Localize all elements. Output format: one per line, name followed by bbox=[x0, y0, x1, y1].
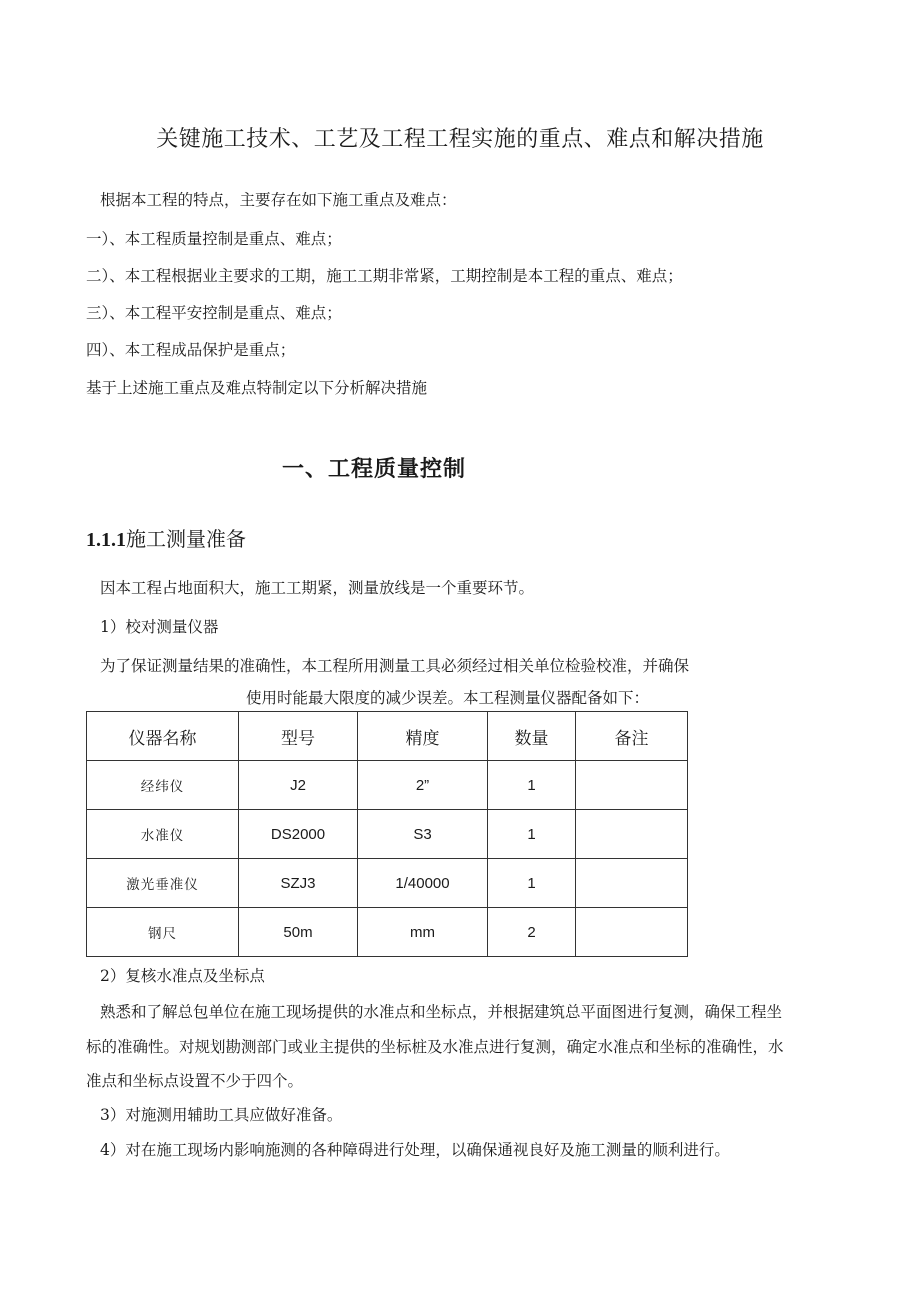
header-quantity: 数量 bbox=[488, 712, 576, 761]
cell-remarks bbox=[576, 908, 688, 957]
header-remarks: 备注 bbox=[576, 712, 688, 761]
cell-remarks bbox=[576, 859, 688, 908]
table-row bbox=[87, 761, 688, 810]
cell-instrument-name: 水准仪 bbox=[87, 810, 239, 859]
cell-model: SZJ3 bbox=[239, 859, 358, 908]
key-point-2: 二）、本工程根据业主要求的工期，施工工期非常紧，工期控制是本工程的重点、难点； bbox=[86, 267, 683, 285]
calibration-paragraph-line2: 使用时能最大限度的减少误差。本工程测量仪器配备如下： bbox=[246, 689, 650, 707]
summary-paragraph: 基于上述施工重点及难点特制定以下分析解决措施 bbox=[86, 379, 428, 397]
cell-precision: mm bbox=[358, 908, 488, 957]
subsection-heading bbox=[86, 523, 246, 552]
table-row bbox=[87, 859, 688, 908]
key-point-3: 三）、本工程平安控制是重点、难点； bbox=[86, 304, 342, 322]
cell-model: 50m bbox=[239, 908, 358, 957]
instrument-table bbox=[86, 711, 688, 957]
cell-quantity: 1 bbox=[488, 761, 576, 810]
cell-instrument-name: 经纬仪 bbox=[87, 761, 239, 810]
cell-quantity: 1 bbox=[488, 859, 576, 908]
table-header-row bbox=[87, 712, 688, 761]
cell-precision: 2” bbox=[358, 761, 488, 810]
benchmark-paragraph-line3: 准点和坐标点设置不少于四个。 bbox=[86, 1072, 304, 1090]
cell-remarks bbox=[576, 810, 688, 859]
cell-quantity: 1 bbox=[488, 810, 576, 859]
section-heading: 一、工程质量控制 bbox=[282, 457, 467, 482]
survey-intro-paragraph: 因本工程占地面积大，施工工期紧，测量放线是一个重要环节。 bbox=[100, 579, 535, 597]
cell-model: J2 bbox=[239, 761, 358, 810]
cell-remarks bbox=[576, 761, 688, 810]
cell-instrument-name: 激光垂准仪 bbox=[87, 859, 239, 908]
key-point-1: 一）、本工程质量控制是重点、难点； bbox=[86, 230, 342, 248]
header-instrument-name: 仪器名称 bbox=[87, 712, 239, 761]
cell-precision: 1/40000 bbox=[358, 859, 488, 908]
header-model: 型号 bbox=[239, 712, 358, 761]
intro-paragraph: 根据本工程的特点，主要存在如下施工重点及难点： bbox=[100, 191, 457, 209]
benchmark-paragraph-line1: 熟悉和了解总包单位在施工现场提供的水准点和坐标点，并根据建筑总平面图进行复测，确保工程坐 bbox=[100, 1003, 783, 1021]
cell-quantity: 2 bbox=[488, 908, 576, 957]
subsection-number: 1.1.1 bbox=[86, 529, 126, 551]
header-precision: 精度 bbox=[358, 712, 488, 761]
key-point-4: 四）、本工程成品保护是重点； bbox=[86, 341, 296, 359]
list-item-2: 2）复核水准点及坐标点 bbox=[100, 967, 265, 985]
benchmark-paragraph-line2: 标的准确性。对规划勘测部门或业主提供的坐标桩及水准点进行复测，确定水准点和坐标的准确性，水 bbox=[86, 1038, 784, 1056]
list-item-1: 1）校对测量仪器 bbox=[100, 618, 219, 636]
table-row bbox=[87, 908, 688, 957]
table-row bbox=[87, 810, 688, 859]
document-title: 关键施工技术、工艺及工程工程实施的重点、难点和解决措施 bbox=[156, 127, 764, 152]
cell-instrument-name: 钢尺 bbox=[87, 908, 239, 957]
cell-model: DS2000 bbox=[239, 810, 358, 859]
cell-precision: S3 bbox=[358, 810, 488, 859]
list-item-3: 3）对施测用辅助工具应做好准备。 bbox=[100, 1106, 343, 1124]
calibration-paragraph-line1: 为了保证测量结果的准确性，本工程所用测量工具必须经过相关单位检验校准，并确保 bbox=[100, 657, 690, 675]
list-item-4: 4）对在施工现场内影响施测的各种障碍进行处理，以确保通视良好及施工测量的顺利进行。 bbox=[100, 1141, 730, 1159]
subsection-title: 施工测量准备 bbox=[126, 527, 246, 551]
